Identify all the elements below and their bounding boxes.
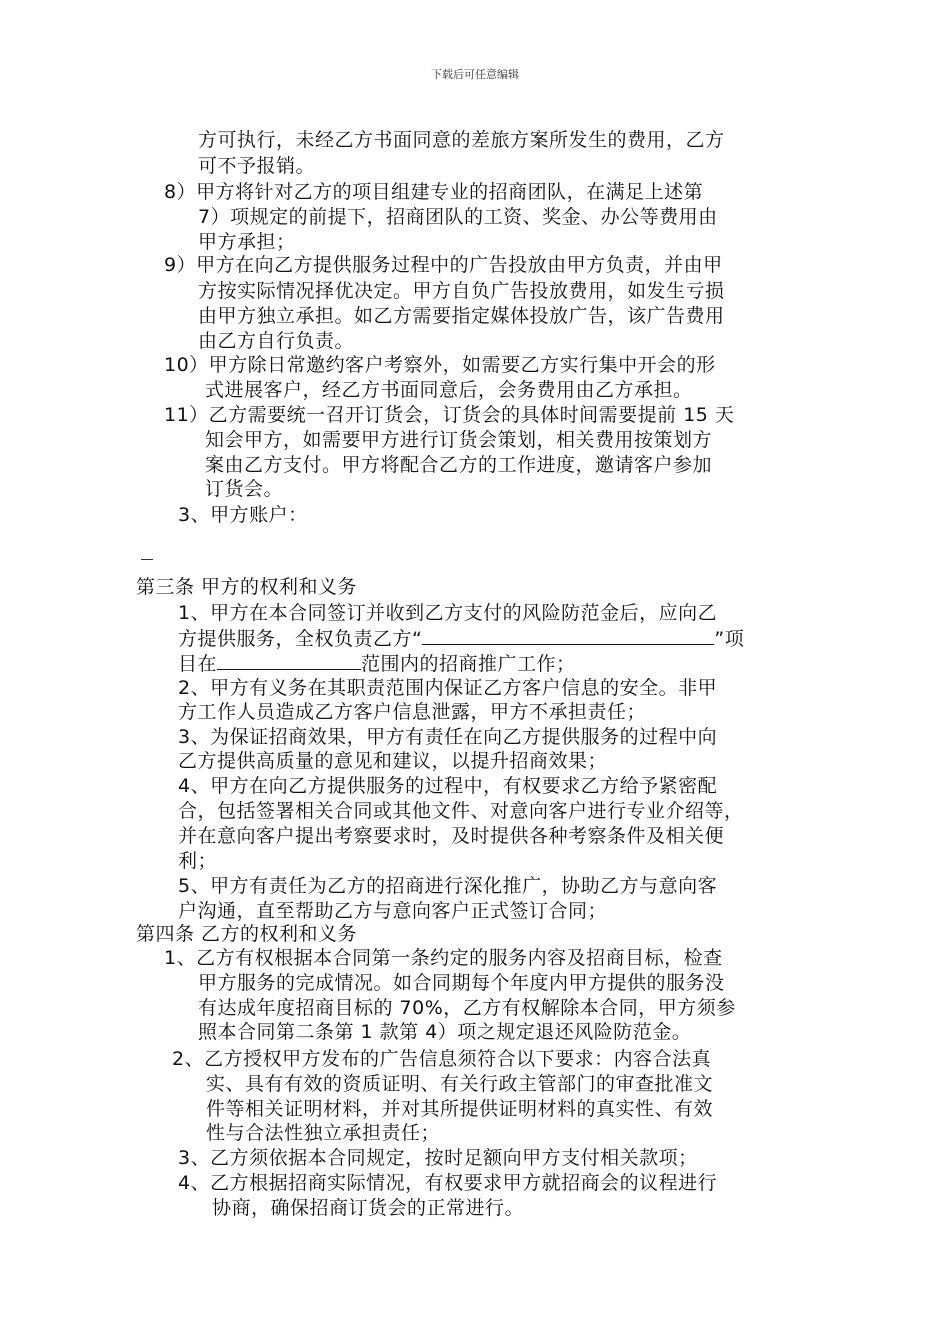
text-line: 2、乙方授权甲方发布的广告信息须符合以下要求：内容合法真 <box>172 1048 712 1070</box>
list-item-8: 8）甲方将针对乙方的项目组建专业的招商团队，在满足上述第 <box>164 181 704 203</box>
text-line: 4、乙方根据招商实际情况，有权要求甲方就招商会的议程进行 <box>178 1172 718 1194</box>
text-line: 可不予报销。 <box>198 155 316 177</box>
text-line: 1、乙方有权根据本合同第一条约定的服务内容及招商目标，检查 <box>164 947 723 969</box>
text-line: 性与合法性独立承担责任； <box>206 1122 441 1144</box>
text-line: 协商，确保招商订货会的正常进行。 <box>212 1197 525 1219</box>
text-line-with-blank <box>178 651 576 676</box>
text-segment: 方提供服务，全权负责乙方“ <box>178 628 423 650</box>
text-line: 件等相关证明材料，并对其所提供证明材料的真实性、有效 <box>206 1098 714 1120</box>
list-item-11: 11）乙方需要统一召开订货会，订货会的具体时间需要提前 15 天 <box>164 404 735 426</box>
text-segment: 范围内的招商推广工作； <box>361 653 576 675</box>
text-line: 订货会。 <box>205 478 284 500</box>
text-line: 3、为保证招商效果，甲方有责任在向乙方提供服务的过程中向 <box>178 726 718 748</box>
text-line: 并在意向客户提出考察要求时，及时提供各种考察条件及相关便 <box>178 825 725 847</box>
text-line: 方可执行，未经乙方书面同意的差旅方案所发生的费用，乙方 <box>198 129 725 151</box>
stray-mark <box>141 559 153 560</box>
section-heading-4: 第四条 乙方的权利和义务 <box>136 923 358 945</box>
text-line: 由乙方自行负责。 <box>198 330 355 352</box>
page-header: 下载后可任意编辑 <box>431 68 519 81</box>
list-item-9: 9）甲方在向乙方提供服务过程中的广告投放由甲方负责，并由甲 <box>164 254 723 276</box>
text-line: 式进展客户，经乙方书面同意后，会务费用由乙方承担。 <box>205 379 693 401</box>
text-line: 乙方提供高质量的意见和建议，以提升招商效果； <box>178 750 608 772</box>
text-segment: ”项 <box>714 628 745 650</box>
text-line: 甲方服务的完成情况。如合同期每个年度内甲方提供的服务没 <box>198 972 725 994</box>
text-line: 由甲方独立承担。如乙方需要指定媒体投放广告，该广告费用 <box>198 305 725 327</box>
text-line-with-blank <box>178 626 744 651</box>
text-line: 甲方承担； <box>198 231 296 253</box>
text-line: 知会甲方，如需要甲方进行订货会策划，相关费用按策划方 <box>205 429 713 451</box>
list-item-account: 3、甲方账户： <box>178 504 308 526</box>
text-line: 照本合同第二条第 1 款第 4）项之规定退还风险防范金。 <box>198 1021 692 1043</box>
text-line: 户沟通，直至帮助乙方与意向客户正式签订合同； <box>178 900 608 922</box>
text-line: 方按实际情况择优决定。甲方自负广告投放费用，如发生亏损 <box>198 280 725 302</box>
text-segment: 目在 <box>178 653 218 675</box>
text-line: 5、甲方有责任为乙方的招商进行深化推广，协助乙方与意向客 <box>178 875 718 897</box>
text-line: 案由乙方支付。甲方将配合乙方的工作进度，邀请客户参加 <box>205 454 713 476</box>
section-heading-3: 第三条 甲方的权利和义务 <box>136 576 358 598</box>
text-line: 实、具有有效的资质证明、有关行政主管部门的审查批准文 <box>206 1073 714 1095</box>
text-line: 有达成年度招商目标的 70%，乙方有权解除本合同，甲方须参 <box>198 997 736 1019</box>
text-line: 方工作人员造成乙方客户信息泄露，甲方不承担责任； <box>178 701 647 723</box>
fill-in-blank[interactable] <box>217 651 361 670</box>
text-line: 7）项规定的前提下，招商团队的工资、奖金、办公等费用由 <box>198 206 718 228</box>
text-line: 1、甲方在本合同签订并收到乙方支付的风险防范金后，应向乙 <box>178 602 718 624</box>
text-line: 合，包括签署相关合同或其他文件、对意向客户进行专业介绍等， <box>178 800 744 822</box>
fill-in-blank[interactable] <box>422 626 714 645</box>
text-line: 2、甲方有义务在其职责范围内保证乙方客户信息的安全。非甲 <box>178 677 718 699</box>
list-item-10: 10）甲方除日常邀约客户考察外，如需要乙方实行集中开会的形 <box>164 354 716 376</box>
text-line: 3、乙方须依据本合同规定，按时足额向甲方支付相关款项； <box>178 1147 698 1169</box>
text-line: 利； <box>178 850 218 872</box>
text-line: 4、甲方在向乙方提供服务的过程中，有权要求乙方给予紧密配 <box>178 775 718 797</box>
